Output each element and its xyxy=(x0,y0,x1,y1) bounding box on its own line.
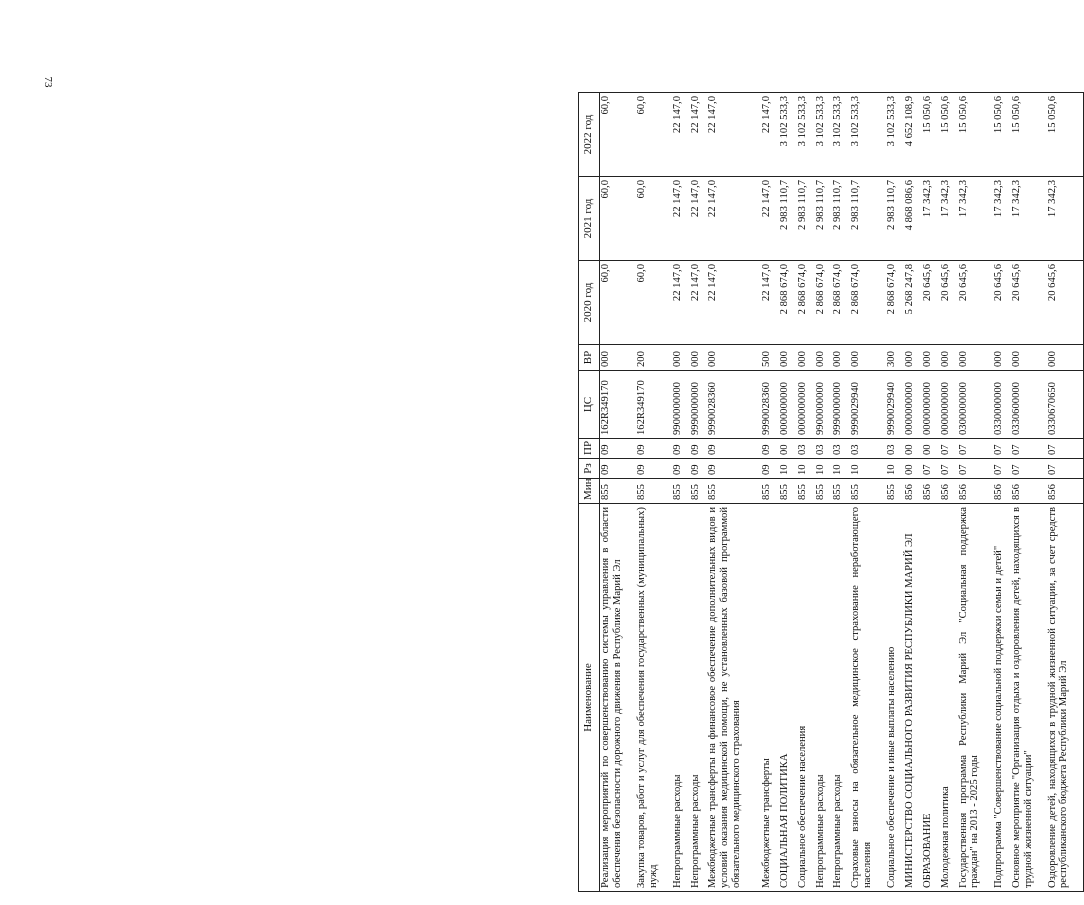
cell-min: 855 xyxy=(815,479,833,504)
cell-min: 855 xyxy=(779,479,797,504)
cell-2021: 17 342,3 xyxy=(1047,177,1084,261)
cell-name: Непрограммные расходы xyxy=(832,504,850,892)
cell-2022: 22 147,0 xyxy=(690,93,708,177)
cell-2021: 2 983 110,7 xyxy=(832,177,850,261)
cell-cs: 0000000000 xyxy=(940,371,958,439)
table-row xyxy=(850,93,886,892)
cell-rz: 10 xyxy=(815,459,833,479)
cell-name: Социальное обеспечение населения xyxy=(797,504,815,892)
cell-2020: 2 868 674,0 xyxy=(815,261,833,345)
cell-rz: 09 xyxy=(672,459,690,479)
cell-min: 855 xyxy=(886,479,904,504)
cell-2020: 20 645,6 xyxy=(993,261,1011,345)
cell-min: 856 xyxy=(922,479,940,504)
cell-cs: 0000000000 xyxy=(904,371,922,439)
cell-min: 855 xyxy=(636,479,672,504)
table-row xyxy=(600,93,637,892)
cell-min: 855 xyxy=(797,479,815,504)
cell-vr: 000 xyxy=(779,345,797,371)
cell-name: СОЦИАЛЬНАЯ ПОЛИТИКА xyxy=(779,504,797,892)
cell-2020: 60,0 xyxy=(636,261,672,345)
cell-pr: 03 xyxy=(815,439,833,459)
cell-cs: 0330000000 xyxy=(993,371,1011,439)
cell-min: 855 xyxy=(600,479,637,504)
cell-pr: 03 xyxy=(832,439,850,459)
cell-pr: 00 xyxy=(904,439,922,459)
cell-vr: 000 xyxy=(958,345,994,371)
cell-cs: 9990029940 xyxy=(886,371,904,439)
cell-2021: 17 342,3 xyxy=(958,177,994,261)
cell-cs: 0000000000 xyxy=(779,371,797,439)
cell-2022: 3 102 533,3 xyxy=(850,93,886,177)
cell-pr: 07 xyxy=(1047,439,1084,459)
cell-vr: 000 xyxy=(904,345,922,371)
cell-pr: 03 xyxy=(797,439,815,459)
cell-vr: 000 xyxy=(797,345,815,371)
cell-rz: 07 xyxy=(1011,459,1047,479)
cell-min: 855 xyxy=(832,479,850,504)
cell-2022: 15 050,6 xyxy=(1011,93,1047,177)
cell-vr: 000 xyxy=(815,345,833,371)
cell-2021: 2 983 110,7 xyxy=(815,177,833,261)
cell-name: Основное мероприятие "Организация отдыха и оздоровления детей, находящихся в трудной жизненной ситуации" xyxy=(1011,504,1047,892)
cell-2020: 20 645,6 xyxy=(958,261,994,345)
cell-name: Закупка товаров, работ и услуг для обеспечения государственных (муниципальных) нужд xyxy=(636,504,672,892)
table-row xyxy=(1047,93,1084,892)
cell-cs: 0000000000 xyxy=(922,371,940,439)
header-cs: ЦС xyxy=(579,371,600,439)
cell-2020: 20 645,6 xyxy=(922,261,940,345)
table-row xyxy=(940,93,958,892)
table-row xyxy=(886,93,904,892)
cell-2022: 22 147,0 xyxy=(672,93,690,177)
cell-rz: 10 xyxy=(779,459,797,479)
cell-pr: 00 xyxy=(922,439,940,459)
cell-2020: 22 147,0 xyxy=(690,261,708,345)
cell-pr: 00 xyxy=(779,439,797,459)
cell-rz: 09 xyxy=(707,459,761,479)
cell-min: 855 xyxy=(707,479,761,504)
header-min: Мин xyxy=(579,479,600,504)
cell-name: Реализация мероприятий по совершенствованию системы управления в области обеспечения безопасности дорожного движения в Республике Марий Эл xyxy=(600,504,637,892)
cell-rz: 09 xyxy=(690,459,708,479)
cell-2021: 2 983 110,7 xyxy=(886,177,904,261)
cell-name: Непрограммные расходы xyxy=(690,504,708,892)
cell-2020: 2 868 674,0 xyxy=(832,261,850,345)
cell-2021: 2 983 110,7 xyxy=(850,177,886,261)
cell-2022: 3 102 533,3 xyxy=(886,93,904,177)
table-row xyxy=(958,93,994,892)
cell-2022: 60,0 xyxy=(600,93,637,177)
cell-vr: 000 xyxy=(832,345,850,371)
cell-pr: 03 xyxy=(886,439,904,459)
cell-pr: 09 xyxy=(707,439,761,459)
cell-name: МИНИСТЕРСТВО СОЦИАЛЬНОГО РАЗВИТИЯ РЕСПУБЛИКИ МАРИЙ ЭЛ xyxy=(904,504,922,892)
cell-cs: 0000000000 xyxy=(797,371,815,439)
cell-rz: 10 xyxy=(886,459,904,479)
cell-cs: 0300000000 xyxy=(958,371,994,439)
cell-name: Государственная программа Республики Марий Эл "Социальная поддержка граждан" на 2013 - 2025 годы xyxy=(958,504,994,892)
header-2021: 2021 год xyxy=(579,177,600,261)
cell-name: Непрограммные расходы xyxy=(815,504,833,892)
table-row xyxy=(797,93,815,892)
cell-2022: 60,0 xyxy=(636,93,672,177)
cell-2021: 2 983 110,7 xyxy=(797,177,815,261)
cell-rz: 09 xyxy=(761,459,779,479)
cell-pr: 07 xyxy=(940,439,958,459)
cell-min: 856 xyxy=(1047,479,1084,504)
cell-rz: 00 xyxy=(904,459,922,479)
cell-min: 855 xyxy=(672,479,690,504)
cell-name: Молодежная политика xyxy=(940,504,958,892)
cell-pr: 09 xyxy=(636,439,672,459)
cell-pr: 07 xyxy=(993,439,1011,459)
cell-cs: 162R349170 xyxy=(636,371,672,439)
table-row xyxy=(779,93,797,892)
cell-name: Непрограммные расходы xyxy=(672,504,690,892)
cell-cs: 162R349170 xyxy=(600,371,637,439)
table-header-row xyxy=(579,93,600,892)
cell-2022: 3 102 533,3 xyxy=(832,93,850,177)
cell-name: Межбюджетные трансферты xyxy=(761,504,779,892)
cell-min: 856 xyxy=(904,479,922,504)
table-body xyxy=(600,93,1084,892)
cell-min: 856 xyxy=(993,479,1011,504)
cell-2020: 2 868 674,0 xyxy=(797,261,815,345)
cell-cs: 9900000000 xyxy=(815,371,833,439)
table-row xyxy=(832,93,850,892)
table-row xyxy=(815,93,833,892)
cell-vr: 000 xyxy=(672,345,690,371)
cell-2021: 17 342,3 xyxy=(940,177,958,261)
cell-vr: 000 xyxy=(690,345,708,371)
cell-vr: 000 xyxy=(1011,345,1047,371)
header-rz: Рз xyxy=(579,459,600,479)
cell-min: 856 xyxy=(1011,479,1047,504)
table-row xyxy=(690,93,708,892)
table-row xyxy=(922,93,940,892)
header-2022: 2022 год xyxy=(579,93,600,177)
rotated-table-wrapper xyxy=(578,92,1084,892)
cell-cs: 9990029940 xyxy=(850,371,886,439)
cell-vr: 300 xyxy=(886,345,904,371)
cell-rz: 10 xyxy=(797,459,815,479)
cell-vr: 000 xyxy=(993,345,1011,371)
table-row xyxy=(993,93,1011,892)
cell-rz: 09 xyxy=(600,459,637,479)
cell-vr: 000 xyxy=(1047,345,1084,371)
header-name: Наименование xyxy=(579,504,600,892)
cell-2022: 15 050,6 xyxy=(1047,93,1084,177)
cell-2020: 2 868 674,0 xyxy=(779,261,797,345)
cell-vr: 200 xyxy=(636,345,672,371)
cell-name: Межбюджетные трансферты на финансовое обеспечение дополнительных видов и условий оказания медицинской помощи, не установленных базовой программой обязательного медицинского страхования xyxy=(707,504,761,892)
page-number: 73 xyxy=(42,76,54,88)
cell-2020: 5 268 247,8 xyxy=(904,261,922,345)
cell-2021: 22 147,0 xyxy=(672,177,690,261)
cell-2021: 60,0 xyxy=(600,177,637,261)
cell-rz: 09 xyxy=(636,459,672,479)
cell-2022: 15 050,6 xyxy=(993,93,1011,177)
cell-pr: 07 xyxy=(1011,439,1047,459)
header-pr: ПР xyxy=(579,439,600,459)
table-row xyxy=(761,93,779,892)
cell-2022: 22 147,0 xyxy=(707,93,761,177)
cell-2020: 20 645,6 xyxy=(940,261,958,345)
cell-rz: 07 xyxy=(940,459,958,479)
cell-rz: 07 xyxy=(922,459,940,479)
cell-vr: 500 xyxy=(761,345,779,371)
cell-vr: 000 xyxy=(940,345,958,371)
cell-2021: 17 342,3 xyxy=(1011,177,1047,261)
cell-2022: 15 050,6 xyxy=(922,93,940,177)
cell-2020: 22 147,0 xyxy=(707,261,761,345)
cell-min: 855 xyxy=(850,479,886,504)
cell-2020: 22 147,0 xyxy=(672,261,690,345)
cell-2021: 22 147,0 xyxy=(690,177,708,261)
table-row xyxy=(707,93,761,892)
cell-2021: 17 342,3 xyxy=(993,177,1011,261)
cell-2020: 2 868 674,0 xyxy=(850,261,886,345)
cell-2022: 4 652 108,9 xyxy=(904,93,922,177)
cell-2020: 20 645,6 xyxy=(1047,261,1084,345)
cell-2022: 15 050,6 xyxy=(940,93,958,177)
cell-cs: 9990000000 xyxy=(832,371,850,439)
cell-2020: 2 868 674,0 xyxy=(886,261,904,345)
cell-rz: 10 xyxy=(832,459,850,479)
cell-pr: 09 xyxy=(672,439,690,459)
cell-name: Оздоровление детей, находящихся в трудной жизненной ситуации, за счет средств республиканского бюджета Республики Марий Эл xyxy=(1047,504,1084,892)
table-row xyxy=(904,93,922,892)
header-vr: ВР xyxy=(579,345,600,371)
table-row xyxy=(672,93,690,892)
cell-vr: 000 xyxy=(707,345,761,371)
header-2020: 2020 год xyxy=(579,261,600,345)
cell-name: Социальное обеспечение и иные выплаты населению xyxy=(886,504,904,892)
cell-rz: 07 xyxy=(1047,459,1084,479)
cell-name: ОБРАЗОВАНИЕ xyxy=(922,504,940,892)
cell-cs: 9990000000 xyxy=(690,371,708,439)
cell-min: 856 xyxy=(958,479,994,504)
cell-pr: 09 xyxy=(761,439,779,459)
cell-pr: 07 xyxy=(958,439,994,459)
cell-vr: 000 xyxy=(850,345,886,371)
cell-2021: 17 342,3 xyxy=(922,177,940,261)
cell-2022: 3 102 533,3 xyxy=(779,93,797,177)
cell-2020: 20 645,6 xyxy=(1011,261,1047,345)
table-row xyxy=(1011,93,1047,892)
cell-min: 855 xyxy=(761,479,779,504)
cell-pr: 09 xyxy=(600,439,637,459)
cell-2020: 60,0 xyxy=(600,261,637,345)
cell-2020: 22 147,0 xyxy=(761,261,779,345)
table-row xyxy=(636,93,672,892)
cell-2021: 2 983 110,7 xyxy=(779,177,797,261)
cell-name: Страховые взносы на обязательное медицинское страхование неработающего населения xyxy=(850,504,886,892)
cell-pr: 09 xyxy=(690,439,708,459)
cell-pr: 03 xyxy=(850,439,886,459)
cell-cs: 9990028360 xyxy=(707,371,761,439)
cell-2022: 3 102 533,3 xyxy=(797,93,815,177)
cell-cs: 0330600000 xyxy=(1011,371,1047,439)
cell-2022: 15 050,6 xyxy=(958,93,994,177)
cell-2021: 60,0 xyxy=(636,177,672,261)
cell-min: 855 xyxy=(690,479,708,504)
cell-cs: 0330670650 xyxy=(1047,371,1084,439)
cell-2021: 22 147,0 xyxy=(761,177,779,261)
cell-2022: 3 102 533,3 xyxy=(815,93,833,177)
cell-rz: 07 xyxy=(958,459,994,479)
cell-rz: 07 xyxy=(993,459,1011,479)
cell-2022: 22 147,0 xyxy=(761,93,779,177)
cell-cs: 9900000000 xyxy=(672,371,690,439)
cell-2021: 22 147,0 xyxy=(707,177,761,261)
cell-rz: 10 xyxy=(850,459,886,479)
cell-2021: 4 868 086,6 xyxy=(904,177,922,261)
cell-vr: 000 xyxy=(922,345,940,371)
cell-cs: 9990028360 xyxy=(761,371,779,439)
cell-min: 856 xyxy=(940,479,958,504)
cell-name: Подпрограмма "Совершенствование социальной поддержки семьи и детей" xyxy=(993,504,1011,892)
cell-vr: 000 xyxy=(600,345,637,371)
budget-table xyxy=(578,92,1084,892)
